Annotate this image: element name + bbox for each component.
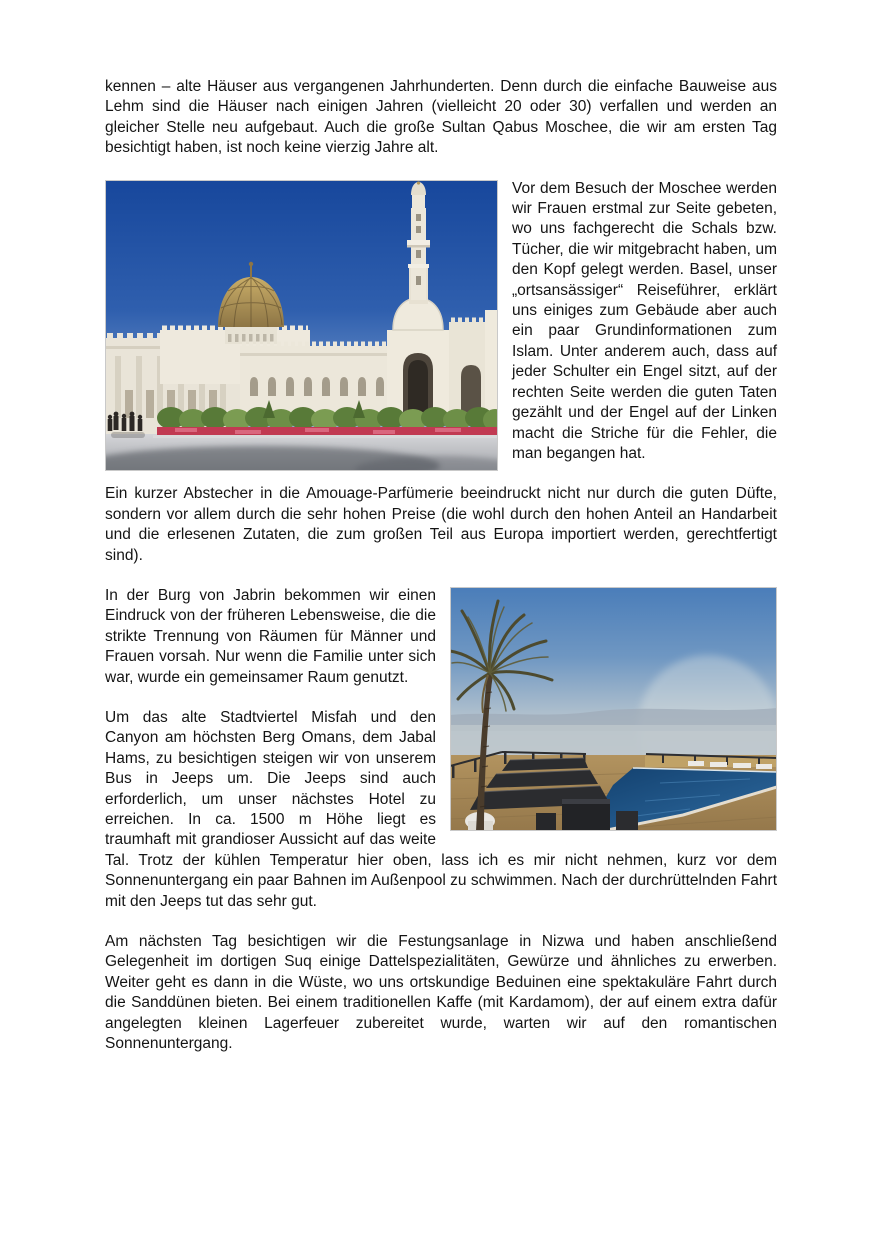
paragraph-mosque-visit: Vor dem Besuch der Moschee werden wir Frauen erstmal zur Seite gebeten, wo uns fachgerecht die Schals bzw. Tücher, die wir mitgebracht haben, um den Kopf gelegt werden. Basel, unser „ortsansässiger“ Reiseführer, erklärt uns einiges zum Gebäude aber auch ein paar Grundinformationen zum Islam. Unter anderem auch, dass auf jeder Schulter ein Engel sitzt, auf der rechten Seite werden die guten Taten gezählt und der Engel auf der Linken macht die Striche für die Fehler, die man begangen hat. (512, 179, 777, 462)
paragraph-mosque-block (105, 179, 777, 465)
paragraph-jeep-hotel: Um das alte Stadtviertel Misfah und den Canyon am höchsten Berg Omans, dem Jabal Hams, zu besichtigen steigen wir von unserem Bus in Jeeps um. Die Jeeps sind auch erforderlich, um unser nächstes Hotel zu erreichen. In ca. 1500 m Höhe liegt es traumhaft mit grandioser Aussicht auf das weite Tal. Trotz der kühlen Temperatur hier oben, lass ich es mir nicht nehmen, kurz vor dem Sonnenuntergang ein paar Bahnen im Außenpool zu schwimmen. Nach der durchrüttelnden Fahrt mit den Jeeps tut das sehr gut. (105, 708, 777, 910)
mosque-photo (105, 180, 498, 471)
paragraph-jabrin: In der Burg von Jabrin bekommen wir einen Eindruck von der früheren Lebensweise, die die strikte Trennung von Räumen für Männer und Frauen vorsah. Nur wenn die Familie unter sich war, wurde ein gemeinsamer Raum genutzt. (105, 586, 436, 686)
paragraph-perfumery: Ein kurzer Abstecher in die Amouage-Parfümerie beeindruckt nicht nur durch die guten Düfte, sondern vor allem durch die sehr hohen Preise (die wohl durch den hohen Anteil an Handarbeit und die erlesenen Zutaten, die zum großen Teil aus Europa importiert werden, gerechtfertigt sind). (105, 485, 777, 564)
paragraph-jabrin-block (105, 586, 777, 688)
paragraph-nizwa-desert: Am nächsten Tag besichtigen wir die Festungsanlage in Nizwa und haben anschließend Gelegenheit im dortigen Suq einige Dattelspezialitäten, Gewürze und ähnliches zu erwerben. Weiter geht es dann in die Wüste, wo uns ortskundige Beduinen eine spektakuläre Fahrt durch die Sanddünen bieten. Bei einem traditionellen Kaffe (mit Kardamom), der auf einem extra dafür angelegten kleinen Lagerfeuer zubereitet wurde, warten wir auf den romantischen Sonnenuntergang. (105, 933, 777, 1053)
pool-photo (450, 587, 777, 831)
paragraph-old-houses: kennen – alte Häuser aus vergangenen Jahrhunderten. Denn durch die einfache Bauweise aus Lehm sind die Häuser nach einigen Jahren (vielleicht 20 oder 30) verfallen und werden an gleicher Stelle neu aufgebaut. Auch die große Sultan Qabus Moschee, die wir am ersten Tag besichtigt haben, ist noch keine vierzig Jahre alt. (105, 78, 777, 157)
